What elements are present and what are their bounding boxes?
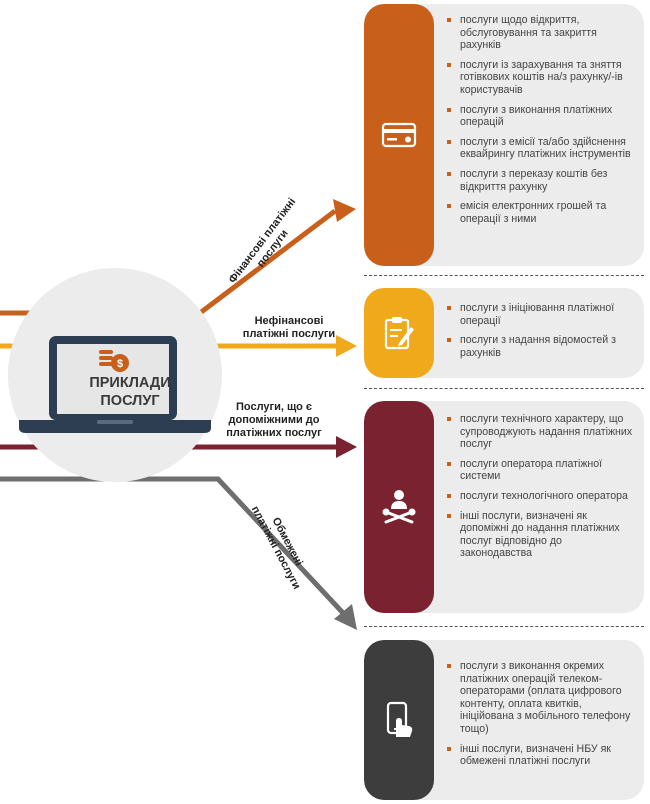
card-limited-icon-column [364,640,434,800]
card-limited [364,640,644,800]
hub-label-line2: ПОСЛУГ [100,393,160,409]
credit-card-icon [381,121,417,149]
list-item: послуги з виконання платіжних операцій [446,104,636,129]
connector-label-auxiliary: Послуги, що є допоміжними до платіжних послуг [226,401,322,439]
svg-text:$: $ [116,358,124,370]
phone-tap-icon [382,701,416,739]
list-item: послуги з переказу коштів без відкриття рахунку [446,168,636,193]
connector-limited [0,479,357,630]
connector-label-financial: Фінансові платіжні послуги [226,195,299,286]
list-item: послуги технологічного оператора [446,490,636,503]
person-tools-icon [381,488,417,526]
card-auxiliary [364,401,644,613]
section-divider [364,388,644,389]
list-item: послуги з ініціювання платіжної операції [446,302,636,327]
list-item: емісія електронних грошей та операції з ними [446,200,636,225]
card-financial [364,4,644,266]
card-nonfinancial-list [446,302,636,366]
list-item: послуги із зарахування та зняття готівкових коштів на/з рахунку/-ів користувачів [446,59,636,97]
card-financial-list [446,14,636,232]
hub-label [60,374,200,410]
list-item: послуги з надання відомостей з рахунків [446,334,636,359]
card-financial-icon-column [364,4,434,266]
connector-label-limited: Обмежені платіжні послуги [248,504,305,592]
connector-label-nonfinancial: Нефінансові платіжні послуги [242,315,336,340]
section-divider [364,626,644,627]
list-item: інші послуги, визначені як допоміжні до надання платіжних послуг відповідно до законодавства [446,510,636,560]
list-item: послуги з емісії та/або здійснення еквайрингу платіжних інструментів [446,136,636,161]
list-item: послуги технічного характеру, що супроводжують надання платіжних послуг [446,413,636,451]
card-limited-list [446,660,636,775]
list-item: послуги щодо відкриття, обслуговування та закриття рахунків [446,14,636,52]
hub-label-line1: ПРИКЛАДИ [89,375,171,391]
card-nonfinancial-icon-column [364,288,434,378]
section-divider [364,275,644,276]
clipboard-pen-icon [382,315,416,351]
list-item: послуги оператора платіжної системи [446,458,636,483]
list-item: інші послуги, визначені НБУ як обмежені платіжні послуги [446,743,636,768]
card-auxiliary-icon-column [364,401,434,613]
card-auxiliary-list [446,413,636,567]
list-item: послуги з виконання окремих платіжних операцій телеком-операторами (оплата цифрового контенту, оплата квитків, ініційована з мобільного телефону тощо) [446,660,636,736]
card-nonfinancial [364,288,644,378]
